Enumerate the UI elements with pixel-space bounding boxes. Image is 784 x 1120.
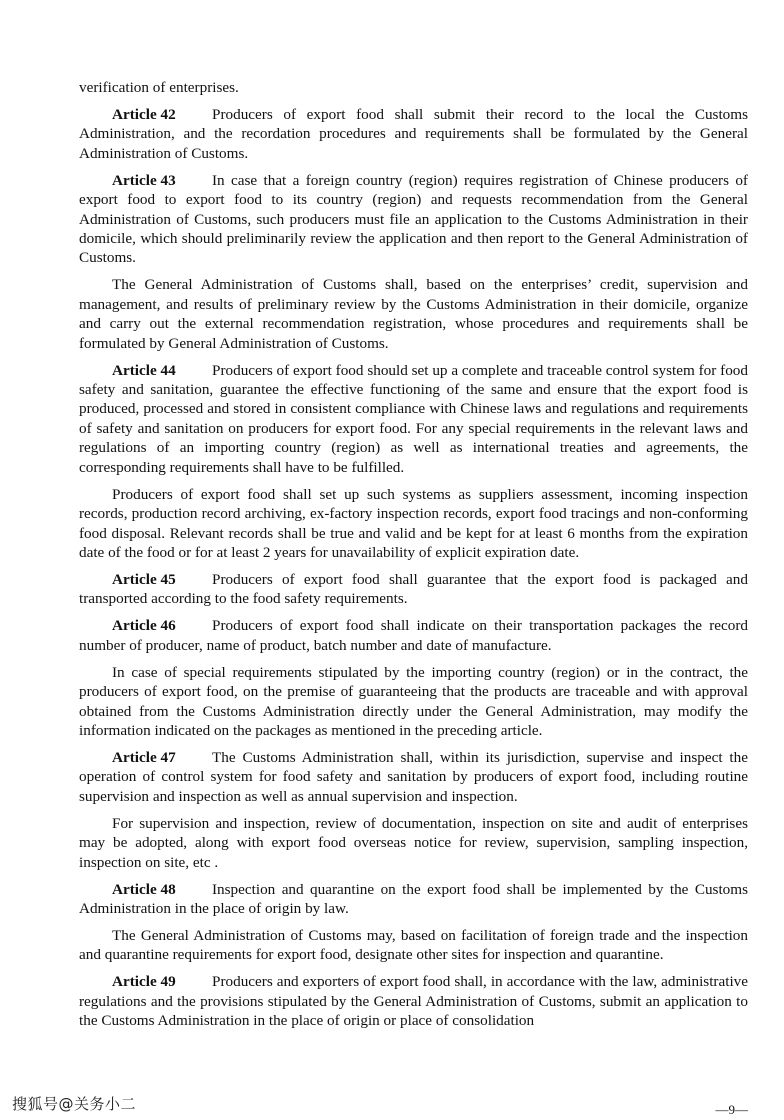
article-text: The Customs Administration shall, within its jurisdiction, supervise and inspect the operation of control system for food safety and sanitation by producers of export food, including routine supervision and inspection as well as annual supervision and inspection. (79, 748, 748, 805)
article-label: Article 49 (112, 973, 176, 991)
article-47 (79, 748, 748, 806)
page-number: —9— (715, 1102, 748, 1117)
article-text: In case that a foreign country (region) requires registration of Chinese producers of export food to export food to its country (region) and requests recommendation from the General Administration of Customs, such producers must file an application to the Customs Administration in their domicile, which should preliminarily review the application and then report to the General Administration of Customs. (79, 171, 748, 267)
article-label: Article 45 (112, 570, 176, 588)
paragraph-10: For supervision and inspection, review of documentation, inspection on site and audit of enterprises may be adopted, along with export food overseas notice for review, supervision, sampling inspection, inspection on site, etc . (79, 814, 748, 871)
article-text: Producers of export food shall indicate on their transportation packages the record number of producer, name of product, batch number and date of manufacture. (79, 617, 748, 654)
article-text: Producers of export food shall guarantee that the export food is packaged and transported according to the food safety requirements. (79, 570, 748, 608)
article-text: Inspection and quarantine on the export food shall be implemented by the Customs Administration in the place of origin by law. (79, 880, 748, 917)
article-44 (79, 361, 748, 477)
article-text: Producers and exporters of export food shall, in accordance with the law, administrative regulations and the provisions stipulated by the General Administration of Customs, submit an application to the Customs Administration in the place of origin or place of consolidation (79, 973, 748, 1030)
article-label: Article 42 (112, 106, 176, 123)
article-label: Article 44 (112, 361, 176, 379)
paragraph-5: Producers of export food shall set up such systems as suppliers assessment, incoming inspection records, production record archiving, ex-factory inspection records, export food tracings and non-conforming food disposal. Relevant records shall be true and valid and be kept for at least 6 months from the expiration date of the food or for at least 2 years for unavailability of explicit expiration date. (79, 485, 748, 561)
article-text: Producers of export food should set up a complete and traceable control system for food safety and sanitation, guarantee the effective functioning of the same and ensure that the export food is produced, processed and stored in consistent compliance with Chinese laws and regulations and requirements of safety and sanitation on producers for export food. For any special requirements in the relevant laws and regulations of an importing country (region) as well as international treaties and agreements, the corresponding requirements shall have to be fulfilled. (79, 361, 748, 476)
paragraph-12: The General Administration of Customs may, based on facilitation of foreign trade and the inspection and quarantine requirements for export food, designate other sites for inspection and quarantine. (79, 926, 748, 964)
article-label: Article 46 (112, 617, 176, 635)
article-text: Producers of export food shall submit their record to the local the Customs Administration, and the recordation procedures and requirements shall be formulated by the General Administration of Customs. (79, 106, 748, 162)
paragraph-0: verification of enterprises. (79, 79, 239, 96)
article-46 (79, 616, 748, 655)
article-42 (79, 105, 748, 163)
watermark: 搜狐号@关务小二 (12, 1095, 137, 1113)
article-49 (79, 972, 748, 1030)
paragraph-3: The General Administration of Customs shall, based on the enterprises’ credit, supervision and management, and results of preliminary review by the Customs Administration in their domicile, organize and carry out the external recommendation registration, whose procedures and requirements shall be formulated by General Administration of Customs. (79, 276, 748, 352)
document-body (79, 78, 748, 1038)
paragraph-8: In case of special requirements stipulated by the importing country (region) or in the contract, the producers of export food, on the premise of guaranteeing that the products are traceable and with approval obtained from the Customs Administration directly under the General Administration, may modify the information indicated on the packages as mentioned in the preceding article. (79, 663, 748, 739)
article-label: Article 43 (112, 171, 176, 189)
article-48 (79, 880, 748, 919)
article-label: Article 48 (112, 880, 176, 898)
article-43 (79, 171, 748, 268)
article-45 (79, 570, 748, 609)
article-label: Article 47 (112, 748, 176, 766)
